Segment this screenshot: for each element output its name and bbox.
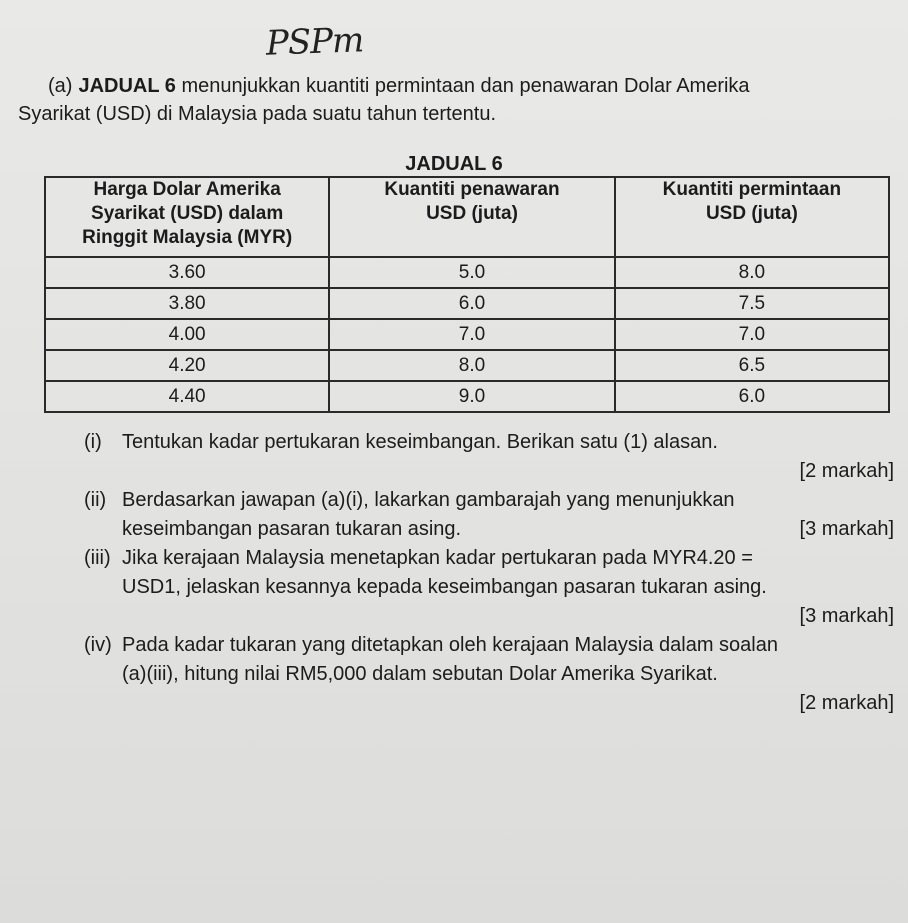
header-demand (615, 177, 889, 257)
question-iv (84, 631, 894, 718)
question-text-line: Berdasarkan jawapan (a)(i), lakarkan gambarajah yang menunjukkan (122, 489, 735, 511)
demand-cell: 7.5 (615, 288, 889, 319)
question-text-line: Jika kerajaan Malaysia menetapkan kadar pertukaran pada MYR4.20 = (122, 547, 753, 569)
header-supply-line-2: USD (juta) (426, 203, 518, 224)
question-marks: [2 markah] (799, 460, 894, 482)
questions-list (84, 428, 894, 718)
intro-text-1: menunjukkan kuantiti permintaan dan penawaran Dolar Amerika (181, 75, 750, 97)
demand-cell: 6.0 (615, 381, 889, 412)
price-cell: 4.00 (45, 319, 329, 350)
header-supply-line-1: Kuantiti penawaran (384, 179, 560, 200)
jadual-6-table (44, 176, 890, 413)
table-row (45, 381, 889, 412)
question-number: (i) (84, 431, 102, 453)
question-number: (ii) (84, 489, 107, 511)
question-marks: [3 markah] (799, 605, 894, 627)
header-price-line-2: Syarikat (USD) dalam (91, 203, 284, 224)
intro-line-2: Syarikat (USD) di Malaysia pada suatu tahun tertentu. (18, 103, 497, 125)
question-marks: [2 markah] (799, 692, 894, 714)
table-row (45, 288, 889, 319)
question-text-line: (a)(iii), hitung nilai RM5,000 dalam sebutan Dolar Amerika Syarikat. (122, 663, 718, 685)
question-text-line-with-marks (122, 515, 894, 544)
question-ii (84, 486, 894, 544)
question-text-line: Pada kadar tukaran yang ditetapkan oleh kerajaan Malaysia dalam soalan (122, 634, 778, 656)
intro-paragraph (18, 72, 888, 128)
header-supply (329, 177, 614, 257)
supply-cell: 5.0 (329, 257, 614, 288)
header-demand-line-1: Kuantiti permintaan (662, 179, 842, 200)
price-cell: 4.40 (45, 381, 329, 412)
demand-cell: 6.5 (615, 350, 889, 381)
supply-cell: 7.0 (329, 319, 614, 350)
question-marks: [3 markah] (799, 518, 894, 540)
demand-cell: 8.0 (615, 257, 889, 288)
price-cell: 4.20 (45, 350, 329, 381)
table-title: JADUAL 6 (405, 153, 503, 175)
table-row (45, 319, 889, 350)
demand-cell: 7.0 (615, 319, 889, 350)
question-text-line: Tentukan kadar pertukaran keseimbangan. Berikan satu (1) alasan. (122, 431, 718, 453)
question-text-line: USD1, jelaskan kesannya kepada keseimbangan pasaran tukaran asing. (122, 576, 767, 598)
supply-cell: 9.0 (329, 381, 614, 412)
header-demand-line-2: USD (juta) (705, 203, 798, 224)
question-number: (iii) (84, 547, 111, 569)
question-i (84, 428, 894, 486)
table-reference: JADUAL 6 (78, 75, 176, 97)
header-price-line-3: Ringgit Malaysia (MYR) (82, 227, 293, 248)
price-cell: 3.80 (45, 288, 329, 319)
table-header-row (45, 177, 889, 257)
supply-cell: 8.0 (329, 350, 614, 381)
question-iii (84, 544, 894, 631)
header-price-line-1: Harga Dolar Amerika (93, 179, 281, 200)
handwritten-note: PSPm (265, 20, 364, 64)
table-row (45, 257, 889, 288)
table-row (45, 350, 889, 381)
question-number: (iv) (84, 634, 112, 656)
question-text-line: keseimbangan pasaran tukaran asing. (122, 518, 462, 540)
header-price (45, 177, 329, 257)
price-cell: 3.60 (45, 257, 329, 288)
part-label: (a) (48, 75, 73, 97)
supply-cell: 6.0 (329, 288, 614, 319)
intro-line-1 (18, 72, 888, 100)
